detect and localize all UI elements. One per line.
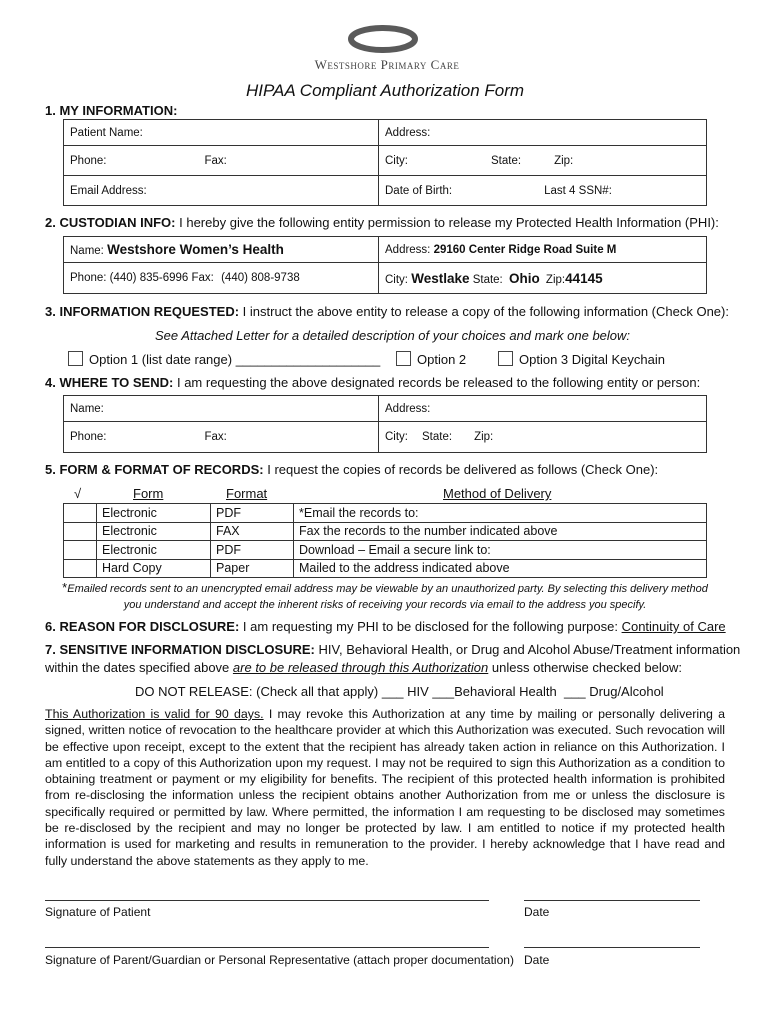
format-format-cell: PDF xyxy=(211,504,294,523)
delivery-format-table xyxy=(63,503,707,578)
format-format-cell: Paper xyxy=(211,559,294,578)
option2-checkbox[interactable] xyxy=(396,351,411,366)
option1-label: Option 1 (list date range) ____________________ xyxy=(89,352,381,367)
format-check-cell[interactable] xyxy=(64,559,97,578)
custodian-zip-value: 44145 xyxy=(565,270,603,286)
section7-text2c: unless otherwise checked below: xyxy=(491,660,682,675)
section6-line xyxy=(45,619,726,634)
recipient-state-label: State: xyxy=(422,431,453,443)
section7-heading: 7. SENSITIVE INFORMATION DISCLOSURE: xyxy=(45,642,315,657)
brand-name: Westshore Primary Care xyxy=(314,57,460,72)
custodian-zip-label: Zip: xyxy=(545,273,566,286)
disclaimer-line2: you understand and accept the inherent risks of receiving your records via email to the address you specify. xyxy=(123,599,647,611)
section7-line1 xyxy=(45,642,740,657)
col-format-header: Format xyxy=(226,486,268,501)
recipient-name-label: Name: xyxy=(70,402,104,415)
custodian-fax-value: (440) 808-9738 xyxy=(221,272,300,284)
custodian-city-label: City: xyxy=(385,273,408,286)
section5-line xyxy=(45,462,658,477)
patient-address-field[interactable] xyxy=(379,120,707,146)
format-form-cell: Electronic xyxy=(97,504,211,523)
patient-ssn-label: Last 4 SSN#: xyxy=(544,184,612,197)
option1[interactable] xyxy=(68,351,380,367)
patient-address-label: Address: xyxy=(385,126,431,139)
patient-date-line[interactable] xyxy=(524,900,700,901)
format-form-cell: Electronic xyxy=(97,541,211,560)
logo-ring-icon xyxy=(345,24,425,54)
custodian-fax-label: Fax: xyxy=(191,272,214,284)
patient-name-field[interactable] xyxy=(64,120,379,146)
custodian-phone-value: (440) 835-6996 xyxy=(109,272,189,284)
option3[interactable] xyxy=(498,351,665,367)
recipient-zip-label: Zip: xyxy=(474,431,494,443)
section7-text2a: within the dates specified above xyxy=(45,660,230,675)
section3-note: See Attached Letter for a detailed description of your choices and mark one below: xyxy=(155,328,631,343)
section3-text: I instruct the above entity to release a copy of the following information (Check One): xyxy=(242,304,729,319)
format-format-cell: FAX xyxy=(211,522,294,541)
patient-phone-label: Phone: xyxy=(70,154,107,167)
authorization-body: I may revoke this Authorization at any time by mailing or personally delivering a signed, written notice of revocation to the healthcare provider at which this Authorization was executed. Such revocation will be effective upon receipt, except to the extent that the recipient has already taken action in reliance on this Authorization. I am entitled to a copy of this Authorization upon my request. I may not be required to sign this Authorization as a condition to obtaining treatment or payment or my eligibility for benefits. The recipient of this protected health information is prohibited from re-disclosing the information unless the recipient obtains another Authorization from me or unless the disclosure is specifically required or permitted by law. Where permitted, the information I am requesting to be disclosed may sometimes be re-disclosed by the recipient and may no longer be protected by law. I am entitled to notice if my protected health information is used for marketing and results in remuneration to the provider. I hereby acknowledge that I have read and fully understand the above statements as they apply to me. xyxy=(45,707,725,868)
guardian-date-line[interactable] xyxy=(524,947,700,948)
authorization-paragraph xyxy=(45,706,725,869)
logo xyxy=(345,24,425,54)
disclosure-purpose: Continuity of Care xyxy=(621,619,726,634)
format-check-cell[interactable] xyxy=(64,522,97,541)
patient-state-label: State: xyxy=(491,154,522,167)
my-info-table xyxy=(63,119,707,206)
format-check-cell[interactable] xyxy=(64,541,97,560)
form-title: HIPAA Compliant Authorization Form xyxy=(245,81,525,100)
recipient-table xyxy=(63,395,707,453)
option2[interactable] xyxy=(396,351,466,367)
section2-heading: 2. CUSTODIAN INFO: xyxy=(45,215,176,230)
guardian-signature-line[interactable] xyxy=(45,947,489,948)
recipient-address-field[interactable] xyxy=(379,396,707,422)
section4-text: I am requesting the above designated records be released to the following entity or person: xyxy=(176,375,701,390)
patient-email-field[interactable] xyxy=(64,176,379,206)
disclaimer-line1: Emailed records sent to an unencrypted email address may be viewable by an unauthorized party. By selecting this delivery method xyxy=(67,583,708,595)
custodian-city-value: Westlake xyxy=(411,270,470,286)
format-format-cell: PDF xyxy=(211,541,294,560)
format-method-cell: Fax the records to the number indicated above xyxy=(294,522,707,541)
section2-line xyxy=(45,215,719,230)
patient-dob-ssn-field[interactable] xyxy=(379,176,707,206)
section7-line2 xyxy=(45,660,682,675)
custodian-address-value: 29160 Center Ridge Road Suite M xyxy=(433,243,617,256)
format-row xyxy=(64,559,707,578)
format-row xyxy=(64,504,707,523)
section5-heading: 5. FORM & FORMAT OF RECORDS: xyxy=(45,462,264,477)
col-form-header: Form xyxy=(133,486,164,501)
recipient-phone-fax-field[interactable] xyxy=(64,422,379,453)
custodian-table xyxy=(63,236,707,294)
patient-phone-fax-field[interactable] xyxy=(64,146,379,176)
custodian-state-value: Ohio xyxy=(508,270,540,286)
recipient-phone-label: Phone: xyxy=(70,431,107,443)
section6-heading: 6. REASON FOR DISCLOSURE: xyxy=(45,619,240,634)
option3-checkbox[interactable] xyxy=(498,351,513,366)
patient-signature-label: Signature of Patient xyxy=(45,905,151,919)
custodian-name-label: Name: xyxy=(70,245,104,257)
custodian-phone-label: Phone: xyxy=(70,272,107,284)
col-check-header: √ xyxy=(74,486,82,501)
format-form-cell: Hard Copy xyxy=(97,559,211,578)
custodian-address-field xyxy=(379,237,707,263)
patient-zip-label: Zip: xyxy=(554,154,574,167)
patient-fax-label: Fax: xyxy=(204,154,227,167)
do-not-release: DO NOT RELEASE: (Check all that apply) ___ HIV ___Behavioral Health ___ Drug/Alcohol xyxy=(135,684,664,699)
option1-checkbox[interactable] xyxy=(68,351,83,366)
recipient-address-label: Address: xyxy=(385,402,431,415)
section7-text1: HIV, Behavioral Health, or Drug and Alcohol Abuse/Treatment information xyxy=(318,642,741,657)
section1-heading: 1. MY INFORMATION: xyxy=(45,103,178,118)
recipient-city-state-zip-field[interactable] xyxy=(379,422,707,453)
patient-signature-line[interactable] xyxy=(45,900,489,901)
section6-text: I am requesting my PHI to be disclosed for the following purpose: xyxy=(242,619,618,634)
custodian-address-label: Address: xyxy=(385,243,431,256)
authorization-valid-text: This Authorization is valid for 90 days. xyxy=(45,707,264,721)
patient-name-label: Patient Name: xyxy=(70,126,143,139)
custodian-name-field xyxy=(64,237,379,263)
custodian-city-state-zip-field xyxy=(379,263,707,294)
section2-text: I hereby give the following entity permission to release my Protected Health Information (PHI): xyxy=(179,215,719,230)
patient-date-label: Date xyxy=(524,905,550,919)
patient-city-state-zip-field[interactable] xyxy=(379,146,707,176)
section3-heading: 3. INFORMATION REQUESTED: xyxy=(45,304,240,319)
custodian-name-value: Westshore Women’s Health xyxy=(107,242,284,257)
guardian-signature-label: Signature of Parent/Guardian or Personal Representative (attach proper documentation) xyxy=(45,953,514,967)
patient-email-label: Email Address: xyxy=(70,184,147,197)
section4-line xyxy=(45,375,700,390)
option3-label: Option 3 Digital Keychain xyxy=(519,352,665,367)
custodian-phone-fax-field xyxy=(64,263,379,294)
format-row xyxy=(64,541,707,560)
format-method-cell: Download – Email a secure link to: xyxy=(294,541,707,560)
option2-label: Option 2 xyxy=(417,352,467,367)
patient-dob-label: Date of Birth: xyxy=(385,184,453,197)
recipient-name-field[interactable] xyxy=(64,396,379,422)
section4-heading: 4. WHERE TO SEND: xyxy=(45,375,174,390)
format-method-cell: *Email the records to: xyxy=(294,504,707,523)
patient-city-label: City: xyxy=(385,154,408,167)
format-row xyxy=(64,522,707,541)
section7-text2b: are to be released through this Authorization xyxy=(232,660,489,675)
recipient-fax-label: Fax: xyxy=(204,431,227,443)
recipient-city-label: City: xyxy=(385,431,408,443)
section5-text: I request the copies of records be delivered as follows (Check One): xyxy=(267,462,659,477)
format-form-cell: Electronic xyxy=(97,522,211,541)
email-disclaimer: *Emailed records sent to an unencrypted email address may be viewable by an unauthorized party. By selecting this delivery method you understand and accept the inherent risks of receiving your records via email to the address you specify. xyxy=(62,580,708,611)
col-method-header: Method of Delivery xyxy=(443,486,552,501)
section3-line xyxy=(45,304,729,319)
format-check-cell[interactable] xyxy=(64,504,97,523)
format-method-cell: Mailed to the address indicated above xyxy=(294,559,707,578)
guardian-date-label: Date xyxy=(524,953,550,967)
custodian-state-label: State: xyxy=(472,273,503,286)
